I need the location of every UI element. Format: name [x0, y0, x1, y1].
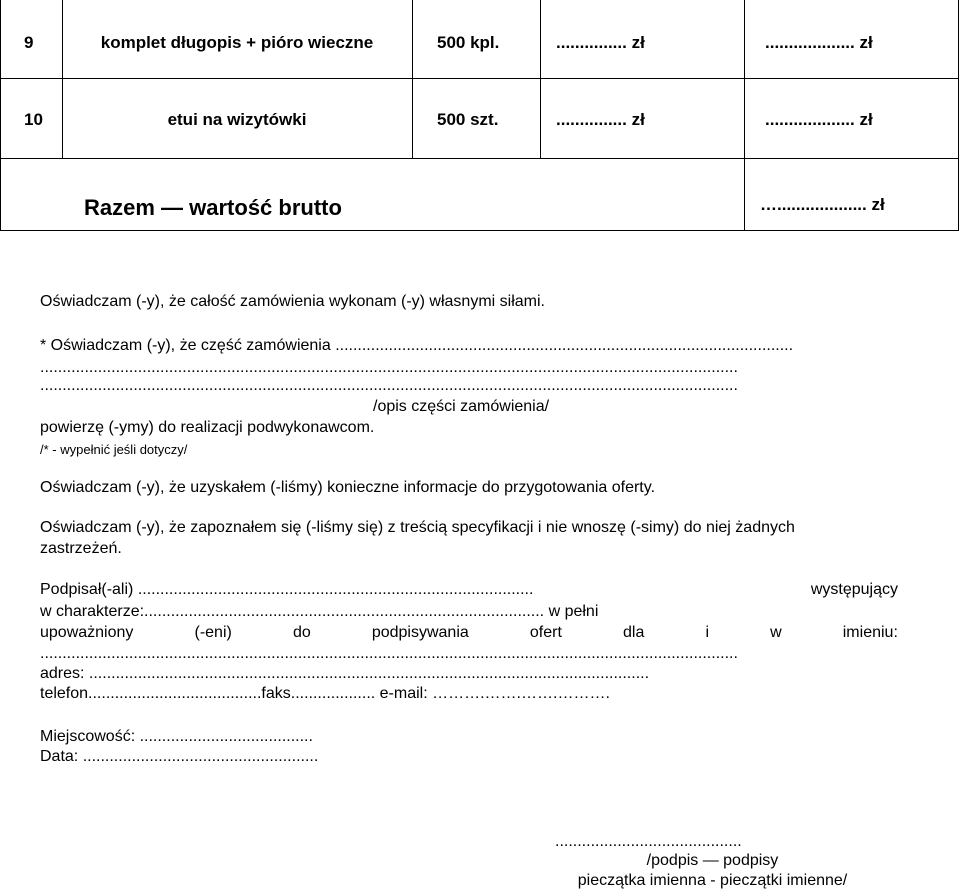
item-name: etui na wizytówki [167, 110, 307, 129]
authorized-word: w [770, 624, 782, 641]
authorized-word: podpisywania [371, 624, 469, 641]
declaration-subcontract-end: powierzę (-ymy) do realizacji podwykonawcom. [40, 419, 375, 436]
unit-price-field[interactable]: ............... zł [556, 33, 645, 52]
fill-note: /* - wypełnić jeśli dotyczy/ [40, 442, 188, 457]
stamp-label: pieczątka imienna - pieczątki imienne/ [577, 872, 848, 889]
dotted-fill-line[interactable]: ............................................................................................................................................................. [40, 377, 738, 394]
place-field[interactable]: Miejscowość: ....................................... [40, 728, 313, 745]
authorized-word: (-eni) [194, 624, 232, 641]
authorized-word: upoważniony [40, 624, 134, 641]
signed-by-field[interactable]: Podpisał(-ali) ......................................................................................... [40, 581, 534, 598]
signature-label: /podpis — podpisy [646, 852, 779, 869]
value-field[interactable]: ................... zł [765, 33, 873, 52]
declaration-subcontract[interactable]: * Oświadczam (-y), że część zamówienia ....................................................................................................... [40, 337, 794, 354]
signature-field[interactable]: .......................................... [555, 833, 742, 850]
table-border [0, 0, 1, 231]
subcontract-hint: /opis części zamówienia/ [373, 398, 550, 415]
table-border [958, 0, 959, 231]
table-border [0, 230, 959, 231]
authorized-word: dla [622, 624, 645, 641]
row-number: 10 [24, 110, 43, 129]
authorized-word: ofert [529, 624, 562, 641]
table-border [744, 0, 745, 231]
item-quantity: 500 kpl. [437, 33, 500, 52]
authorized-word: i [705, 624, 709, 641]
item-name: komplet długopis + pióro wieczne [100, 33, 374, 52]
authorized-line [40, 623, 898, 642]
value-field[interactable]: ................... zł [765, 110, 873, 129]
table-border [540, 0, 541, 158]
row-number: 9 [24, 33, 34, 52]
date-field[interactable]: Data: ..................................................... [40, 748, 319, 765]
contact-field[interactable]: telefon.......................................faks................... e-mail: ……….…….…….………. [40, 685, 610, 702]
unit-price-field[interactable]: ............... zł [556, 110, 645, 129]
table-border [0, 158, 959, 159]
dotted-fill-line[interactable]: ............................................................................................................................................................. [40, 645, 738, 662]
total-label: Razem — wartość brutto [84, 195, 342, 220]
authorized-word: do [292, 624, 311, 641]
capacity-field[interactable]: w charakterze:.......................................................................................... w pełni [40, 603, 599, 620]
offer-table [0, 0, 960, 231]
declaration-info: Oświadczam (-y), że uzyskałem (-liśmy) konieczne informacje do przygotowania oferty. [40, 479, 656, 496]
declaration-own-forces: Oświadczam (-y), że całość zamówienia wykonam (-y) własnymi siłami. [40, 293, 545, 310]
declaration-spec: Oświadczam (-y), że zapoznałem się (-liśmy się) z treścią specyfikacji i nie wnoszę (-simy) do niej żadnych [40, 519, 795, 536]
acting-as-label: występujący [810, 581, 898, 598]
authorized-word: imieniu: [842, 624, 898, 641]
address-field[interactable]: adres: .............................................................................................................................. [40, 665, 650, 682]
declaration-spec-cont: zastrzeżeń. [40, 540, 122, 557]
dotted-fill-line[interactable]: ............................................................................................................................................................. [40, 359, 738, 376]
total-value-field[interactable]: …................... zł [760, 195, 885, 214]
table-border [62, 0, 63, 158]
table-border [0, 78, 959, 79]
item-quantity: 500 szt. [437, 110, 499, 129]
table-border [412, 0, 413, 158]
